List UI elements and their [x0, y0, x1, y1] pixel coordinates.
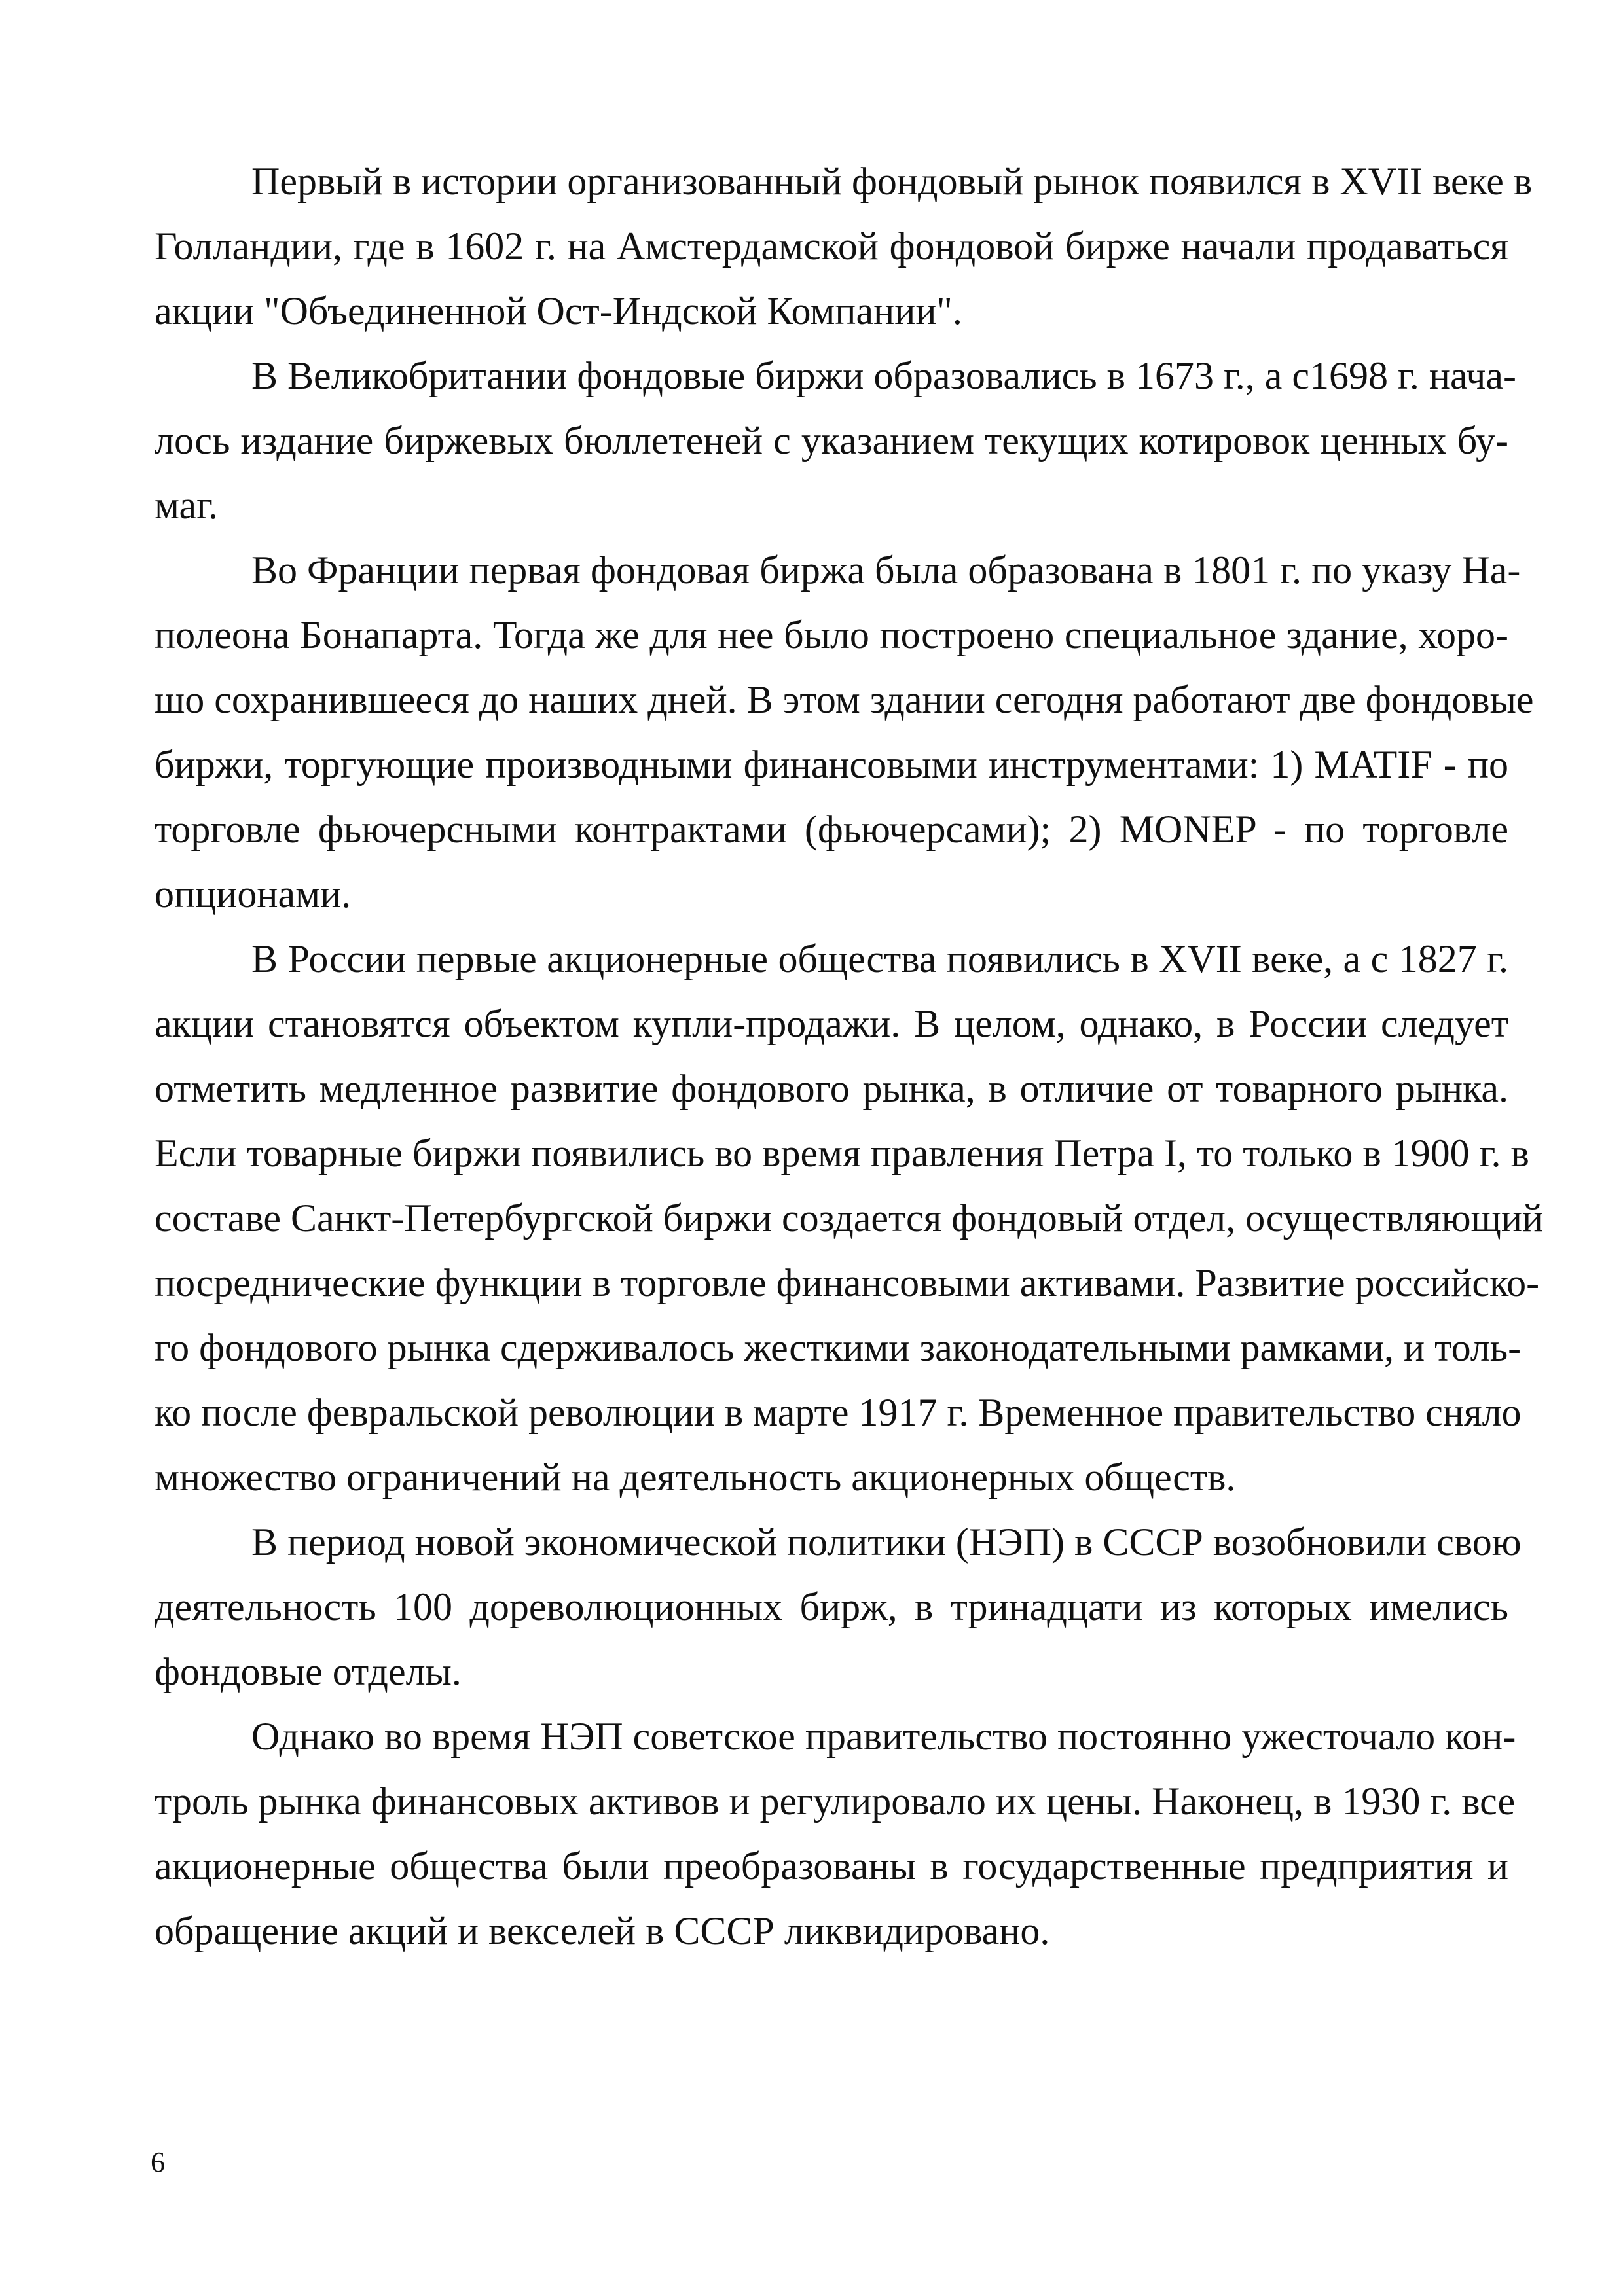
- text-line: отметить медленное развитие фондового рынка, в отличие от товарного рынка.: [155, 1067, 1508, 1110]
- text-line: Во Франции первая фондовая биржа была образована в 1801 г. по указу На-: [251, 548, 1521, 592]
- paragraph-france-market: [155, 538, 1534, 927]
- text-line: лось издание биржевых бюллетеней с указанием текущих котировок ценных бу-: [155, 419, 1508, 462]
- page-number: 6: [151, 2146, 165, 2178]
- text-line: го фондового рынка сдерживалось жесткими законодательными рамками, и толь-: [155, 1326, 1522, 1369]
- text-line: ко после февральской революции в марте 1917 г. Временное правительство сняло: [155, 1391, 1522, 1434]
- paragraph-nep-exchanges: [155, 1510, 1522, 1704]
- text-line: Первый в истории организованный фондовый рынок появился в XVII веке в: [251, 160, 1533, 203]
- text-line: Однако во время НЭП советское правительство постоянно ужесточало кон-: [251, 1715, 1516, 1758]
- text-line: В России первые акционерные общества появились в XVII веке, а с 1827 г.: [251, 937, 1508, 980]
- text-line: Голландии, где в 1602 г. на Амстердамской фондовой бирже начали продаваться: [155, 224, 1508, 268]
- text-line: В период новой экономической политики (НЭП) в СССР возобновили свою: [251, 1520, 1522, 1564]
- paragraph-britain-market: [155, 344, 1517, 538]
- text-line: обращение акций и векселей в СССР ликвидировано.: [155, 1909, 1050, 1952]
- text-line: акционерные общества были преобразованы в государственные предприятия и: [155, 1844, 1508, 1888]
- paragraph-russia-market: [155, 927, 1544, 1510]
- body-text: [155, 149, 1544, 1964]
- text-line: фондовые отделы.: [155, 1650, 462, 1693]
- text-line: торговле фьючерсными контрактами (фьючерсами); 2) MONEP - по торговле: [155, 808, 1508, 851]
- paragraph-nep-liquidation: [155, 1704, 1516, 1964]
- text-line: шо сохранившееся до наших дней. В этом здании сегодня работают две фондовые: [155, 678, 1534, 721]
- text-line: маг.: [155, 484, 219, 527]
- text-line: полеона Бонапарта. Тогда же для нее было построено специальное здание, хоро-: [155, 613, 1508, 656]
- text-line: троль рынка финансовых активов и регулировало их цены. Наконец, в 1930 г. все: [155, 1780, 1516, 1823]
- text-line: опционами.: [155, 872, 352, 916]
- text-line: акции становятся объектом купли-продажи. В целом, однако, в России следует: [155, 1002, 1508, 1045]
- paragraph-dutch-market: [155, 149, 1533, 344]
- text-line: деятельность 100 дореволюционных бирж, в тринадцати из которых имелись: [155, 1585, 1508, 1628]
- text-line: В Великобритании фондовые биржи образовались в 1673 г., а с1698 г. нача-: [251, 354, 1517, 397]
- text-line: составе Санкт-Петербургской биржи создается фондовый отдел, осуществляющий: [155, 1196, 1544, 1240]
- text-line: акции "Объединенной Ост-Индской Компании".: [155, 289, 962, 332]
- text-line: множество ограничений на деятельность акционерных обществ.: [155, 1456, 1236, 1499]
- text-line: посреднические функции в торговле финансовыми активами. Развитие российско-: [155, 1261, 1540, 1304]
- text-line: биржи, торгующие производными финансовыми инструментами: 1) MATIF - по: [155, 743, 1508, 786]
- text-line: Если товарные биржи появились во время правления Петра I, то только в 1900 г. в: [155, 1132, 1529, 1175]
